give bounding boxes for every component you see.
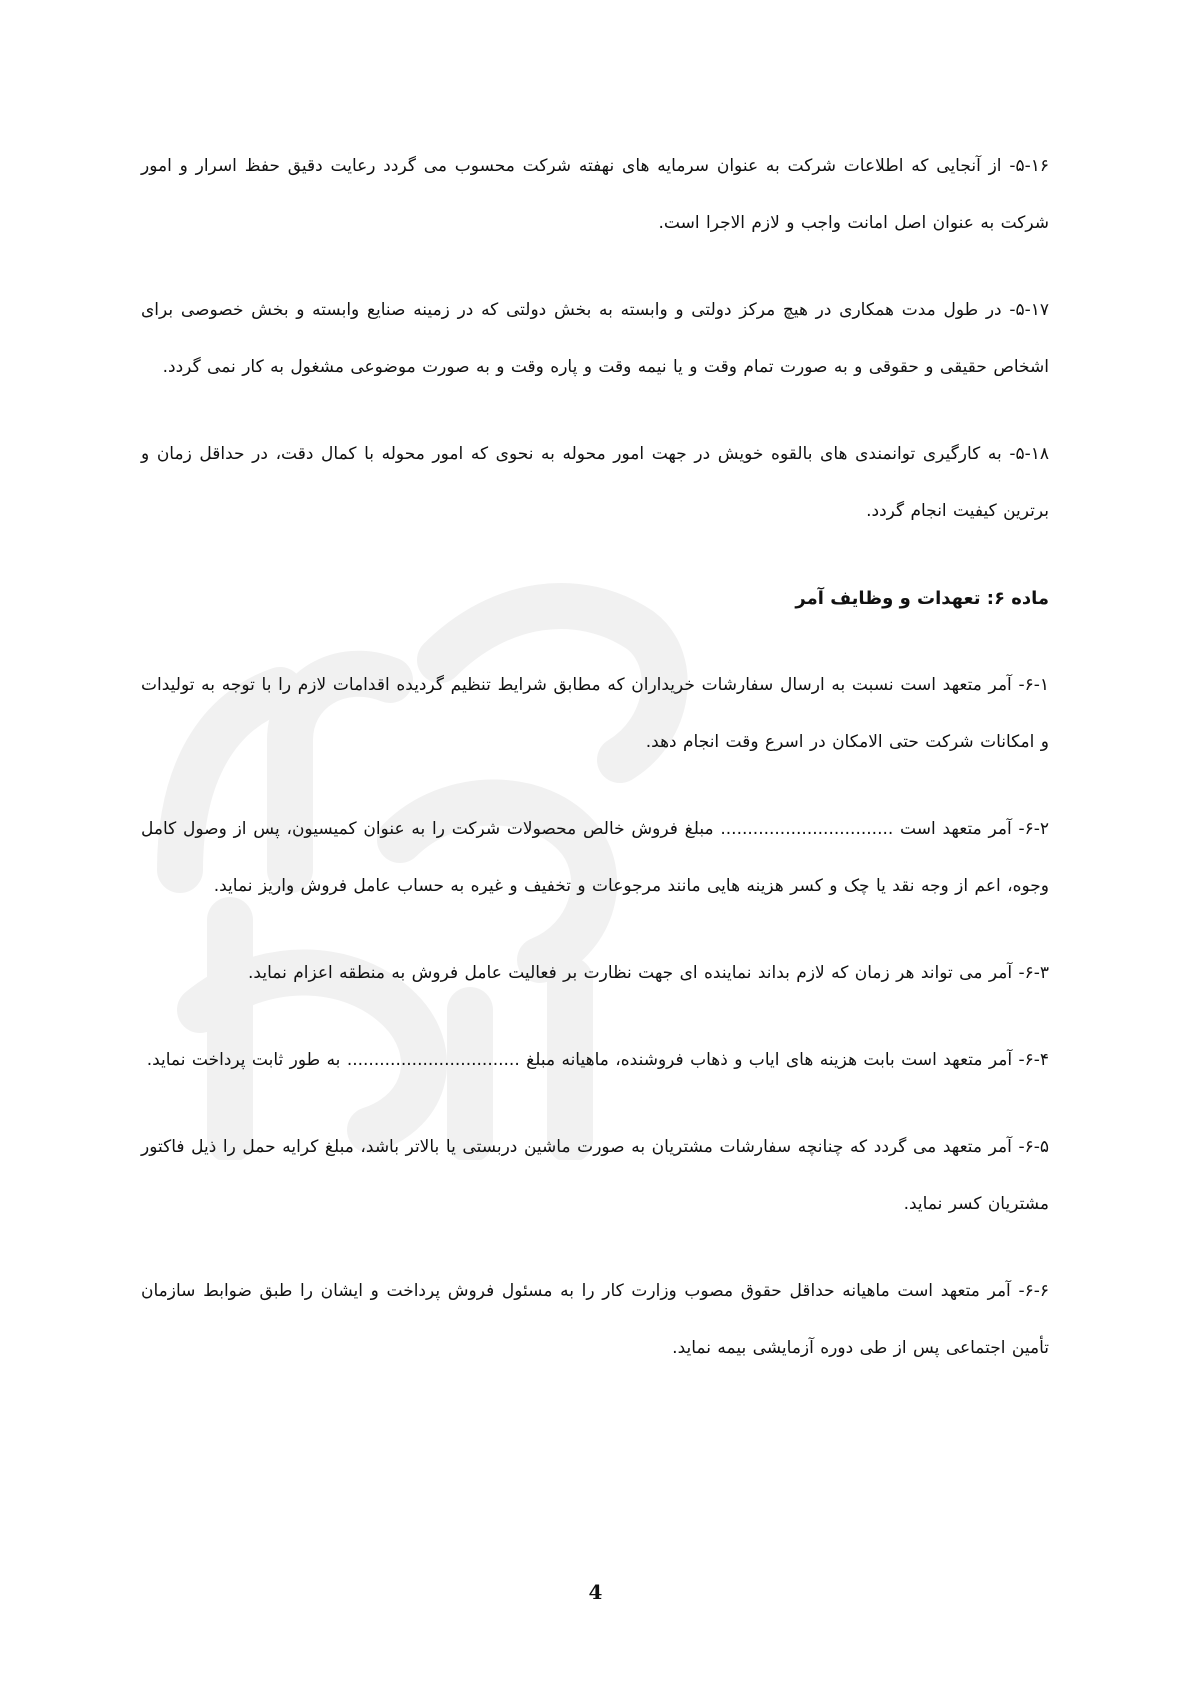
clause-6-4: ۶-۴- آمر متعهد است بابت هزینه های ایاب و ذهاب فروشنده، ماهیانه مبلغ ................................ به طور ثابت پرداخت نماید.	[146, 1050, 1049, 1070]
document-body	[141, 138, 1049, 1407]
clause-6-6: ۶-۶- آمر متعهد است ماهیانه حداقل حقوق مصوب وزارت کار را به مسئول فروش پرداخت و ایشان را طبق ضوابط سازمان تأمین اجتماعی پس از طی دوره آزمایشی بیمه نماید.	[141, 1281, 1049, 1358]
section-heading-article-6: ماده ۶: تعهدات و وظایف آمر	[795, 588, 1049, 609]
clause-5-18: ۵-۱۸- به کارگیری توانمندی های بالقوه خویش در جهت امور محوله به نحوی که امور محوله با کمال دقت، در حداقل زمان و برترین کیفیت انجام گردد.	[141, 444, 1049, 521]
clause-6-2: ۶-۲- آمر متعهد است ................................ مبلغ فروش خالص محصولات شرکت را به عنوان کمیسیون، پس از وصول کامل وجوه، اعم از وجه نقد یا چک و کسر هزینه هایی مانند مرجوعات و تخفیف و غیره به حساب عامل فروش واریز نماید.	[141, 819, 1049, 896]
clause-6-1: ۶-۱- آمر متعهد است نسبت به ارسال سفارشات خریداران که مطابق شرایط تنظیم گردیده اقدامات لازم را با توجه به تولیدات و امکانات شرکت حتی الامکان در اسرع وقت انجام دهد.	[141, 675, 1049, 752]
clause-5-17: ۵-۱۷- در طول مدت همکاری در هیچ مرکز دولتی و وابسته به بخش دولتی که در زمینه صنایع وابسته و بخش خصوصی برای اشخاص حقیقی و حقوقی و به صورت تمام وقت و یا نیمه وقت و پاره وقت و به صورت موضوعی مشغول به کار نمی گردد.	[141, 300, 1049, 377]
clause-5-16: ۵-۱۶- از آنجایی که اطلاعات شرکت به عنوان سرمایه های نهفته شرکت محسوب می گردد رعایت دقیق حفظ اسرار و امور شرکت به عنوان اصل امانت واجب و لازم الاجرا است.	[141, 156, 1049, 233]
page-number: 4	[588, 1580, 603, 1604]
clause-6-3: ۶-۳- آمر می تواند هر زمان که لازم بداند نماینده ای جهت نظارت بر فعالیت عامل فروش به منطقه اعزام نماید.	[248, 963, 1049, 983]
clause-6-5: ۶-۵- آمر متعهد می گردد که چنانچه سفارشات مشتریان به صورت ماشین دربستی یا بالاتر باشد، مبلغ کرایه حمل را ذیل فاکتور مشتریان کسر نماید.	[141, 1137, 1049, 1214]
